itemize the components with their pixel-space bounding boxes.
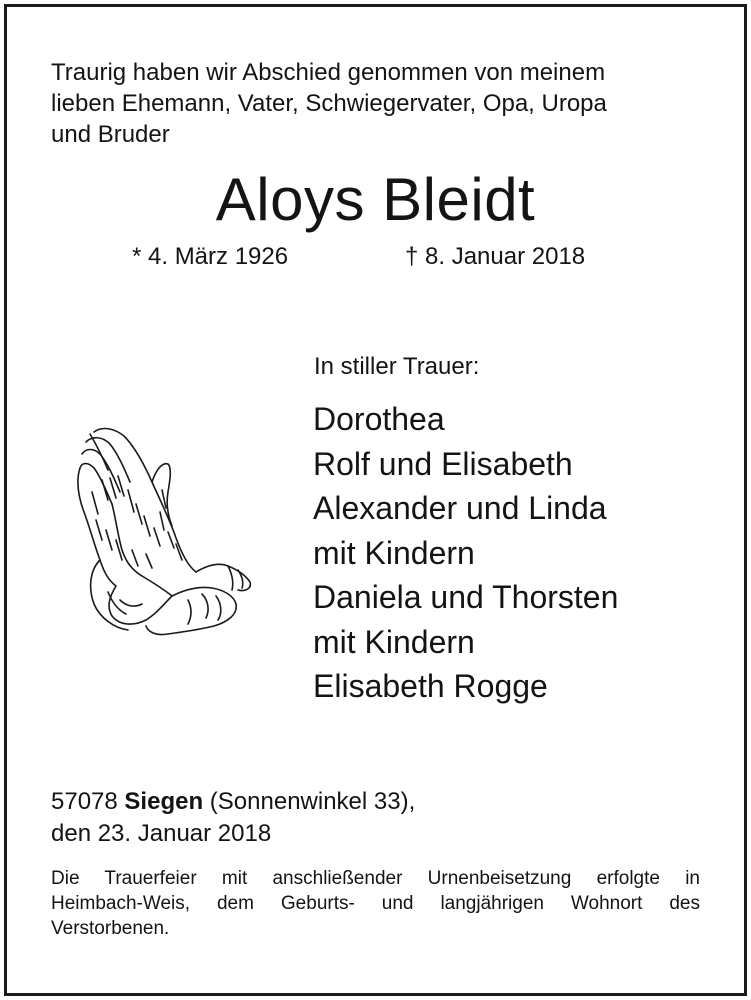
note-line: Verstorbenen. [51,918,170,939]
city-name: Siegen [124,788,204,815]
funeral-note [51,866,700,941]
notice-date: den 23. Januar 2018 [51,820,272,847]
mourner-name: Dorothea [313,401,445,437]
mourners-label: In stiller Trauer: [314,353,480,380]
intro-text [51,57,711,150]
location-line [51,786,415,818]
location-block [51,786,415,850]
mourner-name: Elisabeth Rogge [313,668,548,704]
street-address: (Sonnenwinkel 33), [209,788,416,815]
zip-code: 57078 [51,788,118,815]
mourner-name: Alexander und Linda [313,490,607,526]
birth-date: * 4. März 1926 [132,243,289,270]
note-line: Heimbach-Weis, dem Geburts- und langjährigen Wohnort des [51,893,700,914]
mourner-name: Rolf und Elisabeth [313,445,573,482]
mourner-name: mit Kindern [313,534,475,571]
mourner-name: mit Kindern [313,623,475,660]
praying-hands-icon [72,420,257,645]
intro-line: Traurig haben wir Abschied genommen von meinem [51,59,606,86]
intro-line: und Bruder [51,121,170,148]
deceased-name: Aloys Bleidt [215,166,536,233]
mourner-name: Daniela und Thorsten [313,579,619,615]
death-date: † 8. Januar 2018 [405,243,586,270]
note-line: Die Trauerfeier mit anschließender Urnenbeisetzung erfolgte in [51,868,700,889]
mourners-list [313,397,618,709]
intro-line: lieben Ehemann, Vater, Schwiegervater, Opa, Uropa [51,90,607,117]
